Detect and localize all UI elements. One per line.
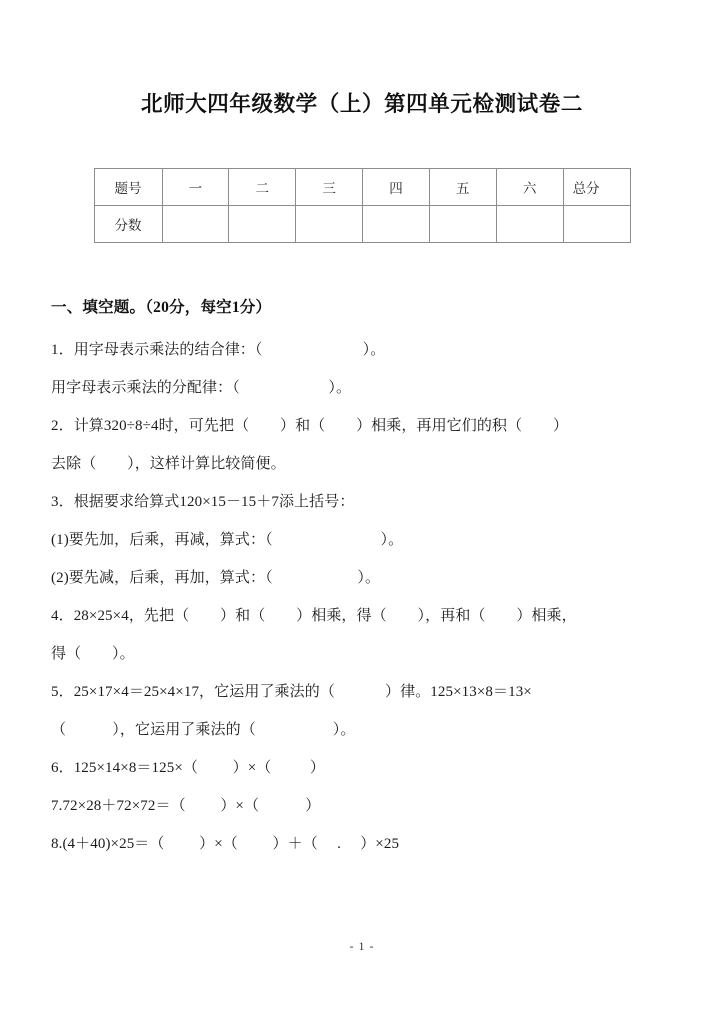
- table-row-scores: [94, 205, 630, 242]
- score-cell-3[interactable]: [296, 205, 363, 242]
- question-line: 用字母表示乘法的分配律：（ ）。: [51, 379, 352, 396]
- score-table-row-label-question: 题号: [94, 168, 162, 205]
- score-table-col-1: 一: [162, 168, 229, 205]
- question-line: 6．125×14×8＝125×（ ）×（ ）: [51, 759, 325, 776]
- question-line: 8.(4＋40)×25＝（ ）×（ ）＋（ . ）×25: [51, 835, 400, 852]
- question-line: (2)要先减，后乘，再加，算式：（ ）。: [51, 569, 381, 586]
- question-line: 3．根据要求给算式120×15－15＋7添上括号：: [51, 493, 355, 510]
- section-heading-fill-in-blank: 一、填空题。（20分，每空1分）: [51, 298, 272, 316]
- score-table-col-6: 六: [496, 168, 563, 205]
- score-table-col-2: 二: [229, 168, 296, 205]
- score-cell-total[interactable]: [563, 205, 630, 242]
- question-line: 2．计算320÷8÷4时，可先把（ ）和（ ）相乘，再用它们的积（ ）: [51, 417, 569, 434]
- question-list: [46, 317, 678, 863]
- score-table-col-total: 总分: [563, 168, 630, 205]
- question-line: 5．25×17×4＝25×4×17，它运用了乘法的（ ）律。125×13×8＝13×: [51, 683, 532, 700]
- score-cell-4[interactable]: [363, 205, 430, 242]
- question-line: 1．用字母表示乘法的结合律：（ ）。: [51, 341, 386, 358]
- score-table-col-3: 三: [296, 168, 363, 205]
- score-cell-6[interactable]: [496, 205, 563, 242]
- score-table: [94, 168, 631, 243]
- score-cell-2[interactable]: [229, 205, 296, 242]
- question-line: （ ），它运用了乘法的（ ）。: [51, 721, 356, 738]
- score-table-col-4: 四: [363, 168, 430, 205]
- page-title: 北师大四年级数学（上）第四单元检测试卷二: [140, 92, 583, 116]
- score-cell-5[interactable]: [429, 205, 496, 242]
- score-table-container: [46, 168, 678, 243]
- score-table-col-5: 五: [429, 168, 496, 205]
- score-cell-1[interactable]: [162, 205, 229, 242]
- question-line: 得（ ）。: [51, 645, 135, 662]
- question-line: 7.72×28＋72×72＝（ ）×（ ）: [51, 797, 321, 814]
- page-number-footer: - 1 -: [349, 939, 375, 953]
- question-line: (1)要先加，后乘，再减，算式：（ ）。: [51, 531, 404, 548]
- question-line: 去除（ ），这样计算比较简便。: [51, 455, 286, 472]
- score-table-row-label-score: 分数: [94, 205, 162, 242]
- question-line: 4．28×25×4，先把（ ）和（ ）相乘，得（ ），再和（ ）相乘，: [51, 607, 577, 624]
- table-row-question-numbers: [94, 168, 630, 205]
